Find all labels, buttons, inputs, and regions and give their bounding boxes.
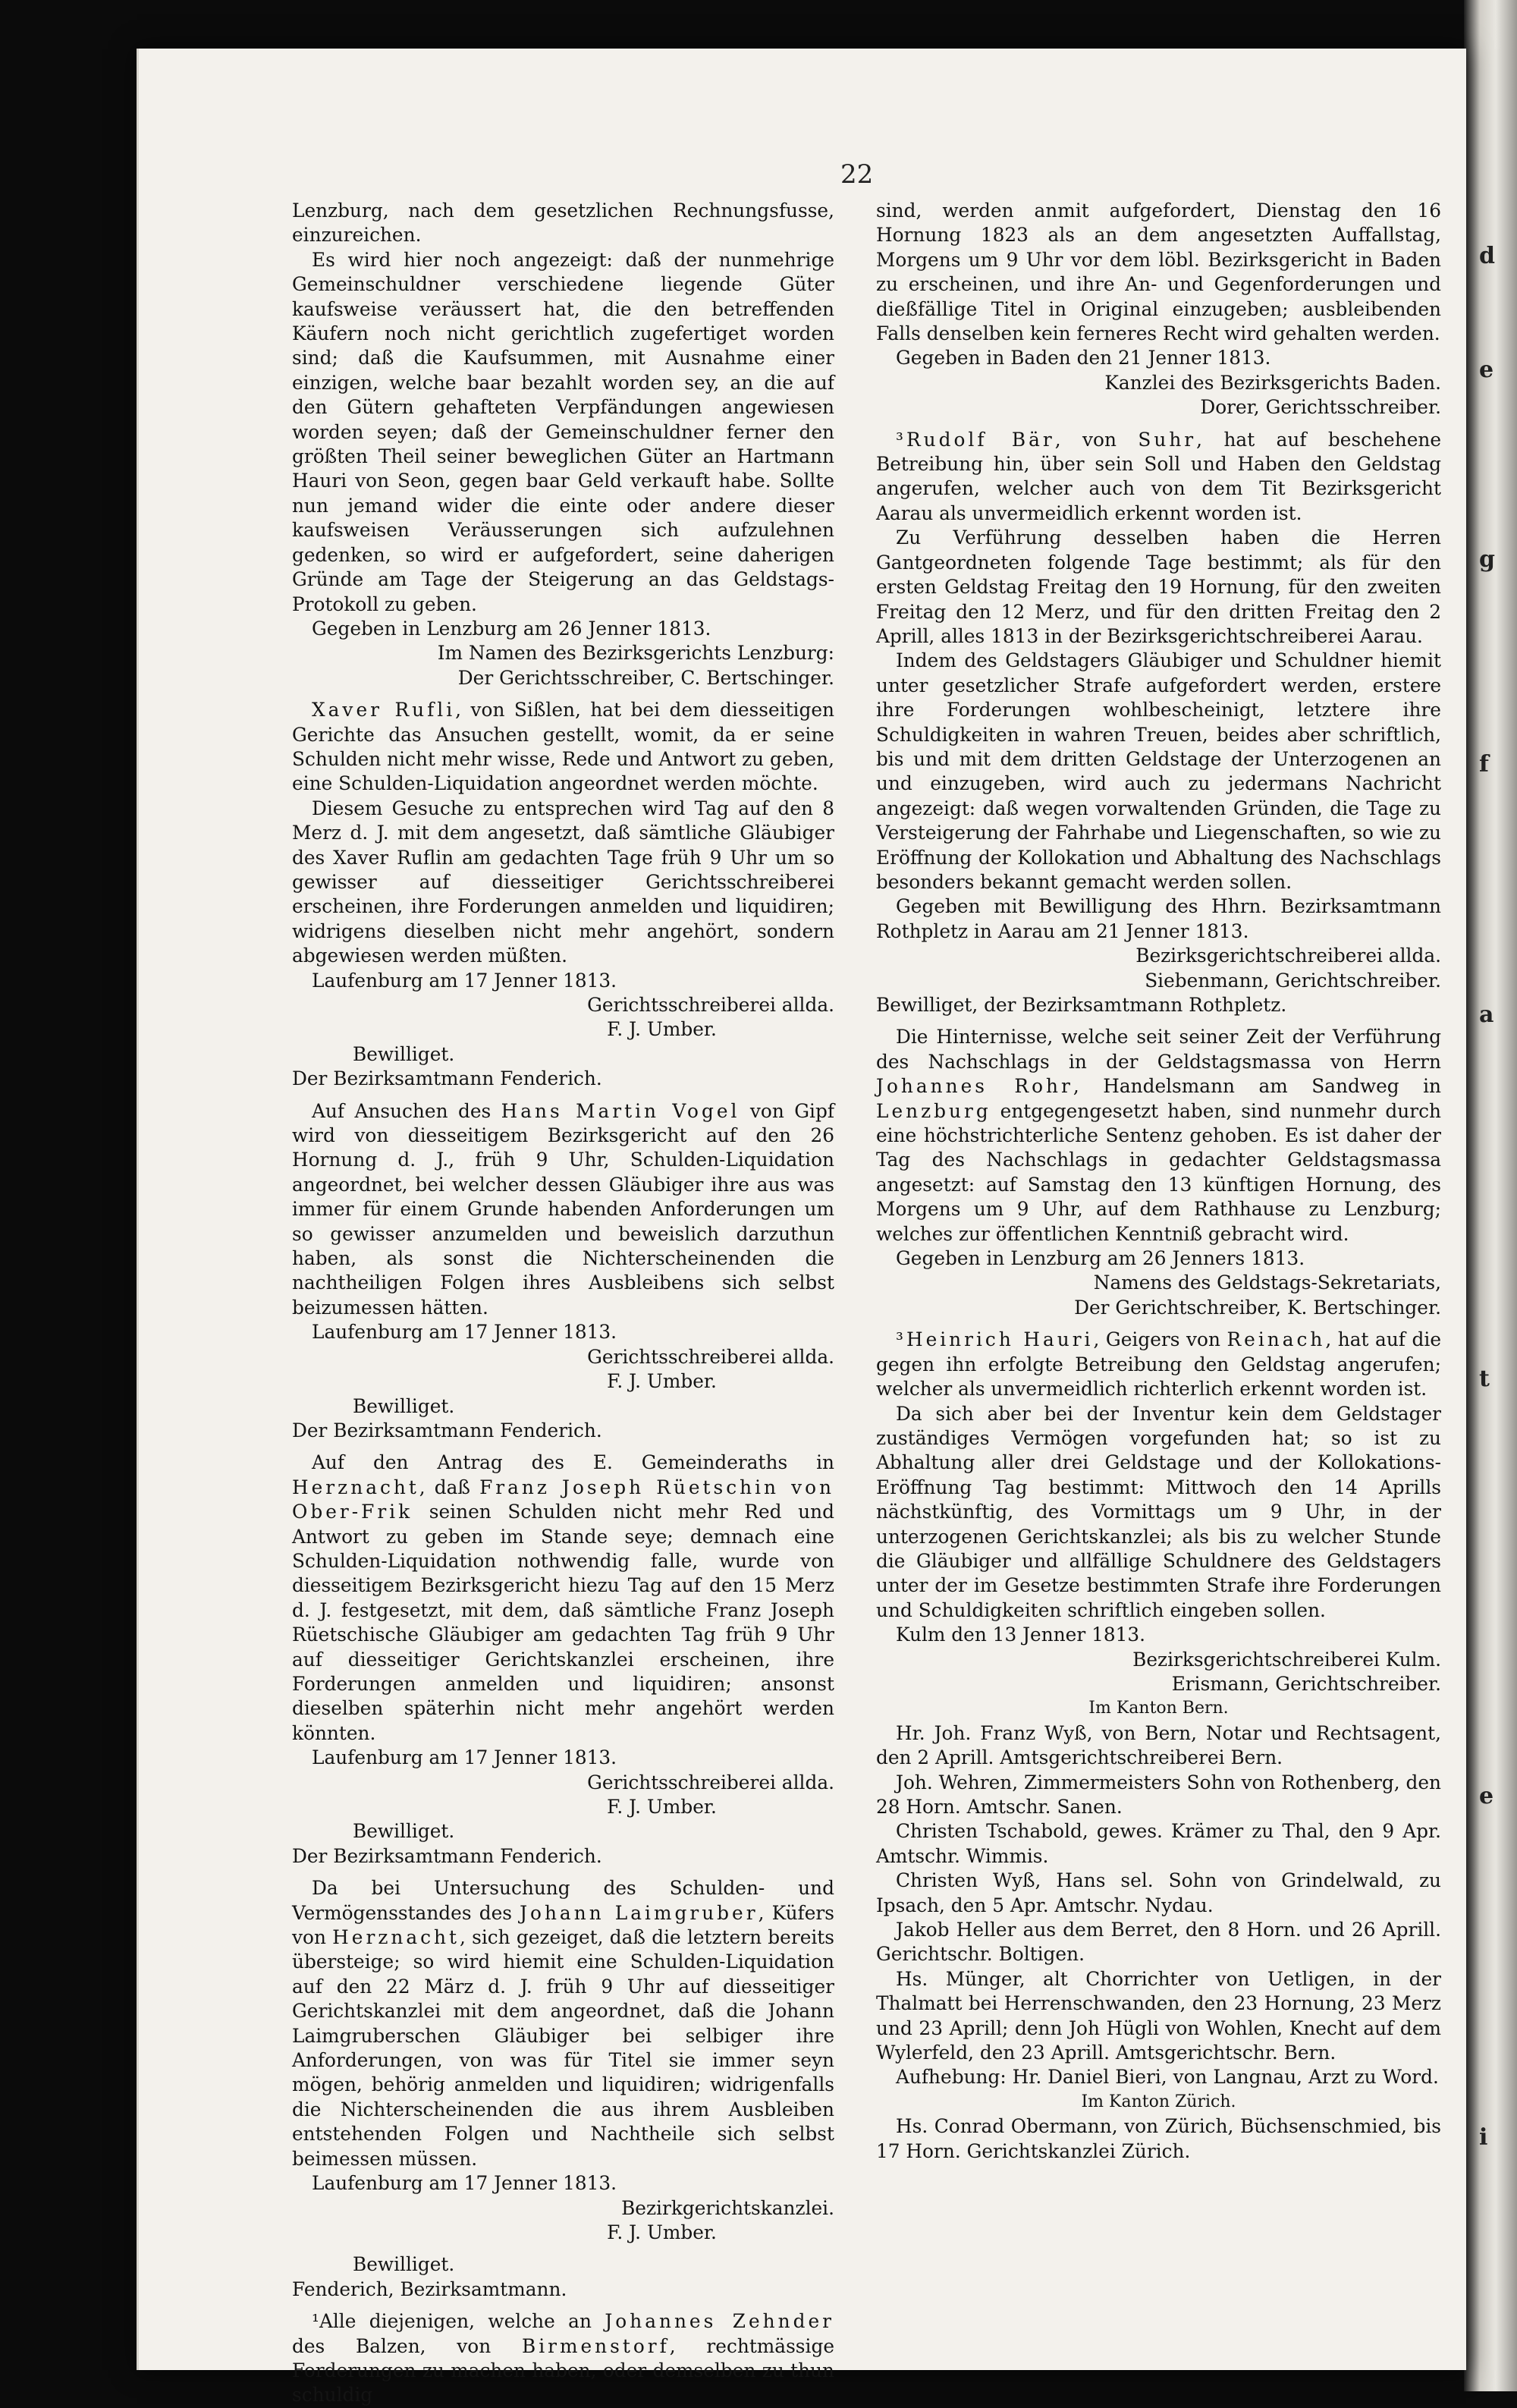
edge-fragment: f bbox=[1479, 751, 1489, 778]
approval-signature: Fenderich, Bezirksamtmann. bbox=[292, 2278, 567, 2300]
notice-signature: Kanzlei des Bezirksgerichts Baden. bbox=[1104, 371, 1441, 394]
notice-text: , hat auf beschehene Betreibung hin, über sein Soll und Haben den Geldstag angerufen, welcher auch von dem Tit Bezirksgericht Aarau als unvermeidlich erkennt worden ist. bbox=[876, 428, 1442, 524]
place-name: Birmenstorf bbox=[521, 2334, 670, 2357]
notice-date: Gegeben in Baden den 21 Jenner 1813. bbox=[896, 347, 1271, 369]
notice-signature: Gerichtsschreiberei allda. bbox=[587, 1345, 834, 1368]
edge-fragment: t bbox=[1479, 1366, 1490, 1392]
notice-date: Laufenburg am 17 Jenner 1813. bbox=[312, 969, 617, 992]
notice-text: entgegengesetzt haben, sind nunmehr durch eine höchstrichterliche Sentenz gehoben. Es ist daher der Tag des Nachschlags in gedachter Geldstagsmassa angesetzt: auf Samstag den 13 künftigen Hornung, des Morgens um 9 Uhr, auf dem Rathhause zu Lenzburg; welches zur öffentlichen Kenntniß gebracht wird. bbox=[876, 1099, 1441, 1245]
notice-date: Laufenburg am 17 Jenner 1813. bbox=[312, 1746, 617, 1769]
notice-signature: Dorer, Gerichtsschreiber. bbox=[1200, 396, 1441, 419]
notice-text: , Küfers von bbox=[292, 1901, 834, 1949]
approval: Bewilliget. bbox=[353, 2253, 455, 2276]
place-name: Suhr bbox=[1138, 428, 1197, 451]
notice-text: Auf den Antrag des E. Gemeinderaths in bbox=[312, 1451, 834, 1474]
notice-signature: Im Namen des Bezirksgerichts Lenzburg: bbox=[437, 642, 834, 665]
notice-text: seinen Schulden nicht mehr Red und Antwort zu geben im Stande seye; demnach eine Schulden-Liquidation nothwendig falle, wurde von diesseitigem Bezirksgericht hiezu Tag auf den 15 Merz d. J. festgesetzt, mit dem, daß sämtliche Franz Joseph Rüetschische Gläubiger am gedachten Tag früh 9 Uhr auf diesseitiger Gerichtskanzlei erscheinen, ihre Forderungen anmelden und liquidiren; ansonst dieselben späterhin nicht mehr angehört werden könnten. bbox=[292, 1501, 834, 1744]
notice-vogel bbox=[292, 1099, 834, 1321]
left-column bbox=[292, 199, 834, 2408]
notice-signature: Der Gerichtsschreiber, C. Bertschinger. bbox=[457, 666, 834, 689]
notice-text: , von Sißlen, hat bei dem diesseitigen Gerichte das Ansuchen gestellt, womit, da er seine Schulden nicht mehr wisse, Rede und Antwort zu geben, eine Schulden-Liquidation angeordnet werden möchte. bbox=[292, 699, 834, 795]
notice-text: , Handelsmann am Sandweg in bbox=[1073, 1075, 1441, 1098]
place-name: Herznacht bbox=[332, 1926, 460, 1949]
notice-date: Laufenburg am 17 Jenner 1813. bbox=[312, 2172, 617, 2195]
notice-hauri bbox=[876, 1328, 1441, 1401]
notice-text: , daß bbox=[419, 1476, 480, 1498]
person-name: Johannes Zehnder bbox=[605, 2310, 834, 2333]
list-item: Joh. Wehren, Zimmermeisters Sohn von Rothenberg, den 28 Horn. Amtschr. Sanen. bbox=[876, 1771, 1441, 1818]
notice-text: , Geigers von bbox=[1093, 1328, 1227, 1351]
list-item: Christen Wyß, Hans sel. Sohn von Grindelwald, zu Ipsach, den 5 Apr. Amtschr. Nydau. bbox=[876, 1869, 1441, 1916]
person-name: Hans Martin Vogel bbox=[501, 1099, 740, 1122]
notice-lenzburg-tail: Lenzburg, nach dem gesetzlichen Rechnungsfusse, einzureichen. bbox=[292, 200, 834, 247]
notice-signature: Gerichtsschreiberei allda. bbox=[587, 1771, 834, 1793]
list-item: Hs. Conrad Obermann, von Zürich, Büchsenschmied, bis 17 Horn. Gerichtskanzlei Zürich. bbox=[876, 2115, 1441, 2162]
notice-hauri-body: Da sich aber bei der Inventur kein dem Geldstager zuständiges Vermögen vorgefunden hat; so ist zu Abhaltung aller drei Geldstage und der Kollokations-Eröffnung Tag bestimmt: Mittwoch den 14 Aprills nächstkünftig, des Vormittags um 9 Uhr, in der unterzogenen Gerichtskanzlei; als bis zu welcher Stunde die Gläubiger und allfällige Schuldnere des Geldstagers unter der im Gesetze bestimmten Strafe ihre Forderungen und Schuldigkeiten schriftlich eingeben sollen. bbox=[876, 1402, 1441, 1621]
edge-fragment: a bbox=[1479, 1001, 1494, 1028]
person-name: Johann Laimgruber bbox=[520, 1901, 758, 1924]
approval: Bewilliget. bbox=[353, 1394, 455, 1417]
person-name: ³Heinrich Hauri bbox=[896, 1328, 1094, 1351]
edge-fragment: e bbox=[1479, 357, 1494, 383]
notice-signature: Erismann, Gerichtschreiber. bbox=[1171, 1672, 1441, 1695]
edge-fragment: g bbox=[1479, 546, 1495, 573]
notice-signature: Bezirksgerichtschreiberei allda. bbox=[1135, 945, 1441, 967]
notice-date: Laufenburg am 17 Jenner 1813. bbox=[312, 1321, 617, 1344]
notice-text: , hat auf die gegen ihn erfolgte Betreibung den Geldstag angerufen; welcher als unvermeidlich richterlich erkennt worden ist. bbox=[876, 1328, 1441, 1400]
list-item: Hs. Münger, alt Chorrichter von Uetligen, in der Thalmatt bei Herrenschwanden, den 23 Hornung, 23 Merz und 23 Aprill; denn Joh Hügli von Wohlen, Knecht auf dem Wylerfeld, den 23 Aprill. Amtsgerichtschr. Bern. bbox=[876, 1967, 1441, 2064]
notice-signature: Gerichtsschreiberei allda. bbox=[587, 994, 834, 1016]
list-item: Christen Tschabold, gewes. Krämer zu Thal, den 9 Apr. Amtschr. Wimmis. bbox=[876, 1820, 1441, 1867]
notice-signature: Bezirkgerichtskanzlei. bbox=[621, 2196, 834, 2219]
person-name: Xaver Rufli bbox=[312, 699, 456, 721]
list-item: Aufhebung: Hr. Daniel Bieri, von Langnau, Arzt zu Word. bbox=[896, 2066, 1439, 2089]
approval: Bewilliget. bbox=[353, 1820, 455, 1843]
notice-rufli-body: Diesem Gesuche zu entsprechen wird Tag auf den 8 Merz d. J. mit dem angesetzt, daß sämtliche Gläubiger des Xaver Ruflin am gedachten Tage früh 9 Uhr um so gewisser auf diesseitiger Gerichtsschreiberei erscheinen, ihre Forderungen anmelden und liquidiren; widrigens dieselben nicht mehr angehört, sondern abgewiesen werden müßten. bbox=[292, 797, 834, 967]
notice-lenzburg-body: Es wird hier noch angezeigt: daß der nunmehrige Gemeinschuldner verschiedene liegende Güter kaufsweise veräussert hat, die den betreffenden Käufern noch nicht gerichtlich zugefertiget worden sind; daß die Kaufsummen, mit Ausnahme einer einzigen, welche baar bezahlt worden sey, an die auf den Gütern gehafteten Verpfändungen angewiesen worden seyen; daß der Gemeinschuldner ferner den größten Theil seiner beweglichen Güter an Hartmann Hauri von Seon, gegen baar Geld verkauft habe. Sollte nun jemand wider die einte oder andere dieser kaufsweisen Veräusserungen sich aufzulehnen gedenken, so wird er aufgefordert, seine daherigen Gründe am Tage der Steigerung an das Geldstags-Protokoll zu geben. bbox=[292, 248, 834, 615]
notice-signature: Der Gerichtschreiber, K. Bertschinger. bbox=[1074, 1296, 1441, 1319]
person-name: Johannes Rohr bbox=[876, 1075, 1073, 1098]
notice-text: , sich gezeiget, daß die letztern bereits übersteige; so wird hiemit eine Schulden-Liquidation auf den 22 März d. J. früh 9 Uhr auf diesseitiger Gerichtskanzlei mit dem angeordnet, daß die Johann Laimgruberschen Gläubiger bei selbiger ihre Anforderungen, von was für Titel sie immer seyn mögen, behörig anmelden und liquidiren; widrigenfalls die Nichterscheinenden die aus ihrem Ausbleiben entstehenden Folgen und Nachtheile sich selbst beimessen müssen. bbox=[292, 1926, 835, 2170]
person-name: Franz Joseph Rüetschin von Ober-Frik bbox=[292, 1476, 834, 1523]
notice-baer-body: Zu Verführung desselben haben die Herren Gantgeordneten folgende Tage bestimmt; als für den ersten Geldstag Freitag den 19 Hornung, für den zweiten Freitag den 12 Merz, und für den dritten Freitag den 2 Aprill, alles 1813 in der Bezirksgerichtschreiberei Aarau. bbox=[876, 527, 1441, 647]
notice-date: Gegeben mit Bewilligung des Hhrn. Bezirksamtmann Rothpletz in Aarau am 21 Jenner 1813. bbox=[876, 895, 1441, 942]
notice-baer-body: Indem des Geldstagers Gläubiger und Schuldner hiemit unter gesetzlicher Strafe aufgefordert werden, erstere ihre Forderungen wohlbescheinigt, letztere ihre Schuldigkeiten in wahren Treuen, beides aber schriftlich, bis und mit dem dritten Geldstage der Unterzogenen an und einzugeben, wird auch zu jedermans Nachricht angezeigt: daß wegen vorwaltenden Gründen, die Tage zu Versteigerung der Fahrhabe und Liegenschaften, so wie zu Eröffnung der Kollokation und Abhaltung des Nachschlags besonders bekannt gemacht werden sollen. bbox=[876, 649, 1441, 893]
notice-baden-tail: sind, werden anmit aufgefordert, Dienstag den 16 Hornung 1823 als an dem angesetzten Auffallstag, Morgens um 9 Uhr vor dem löbl. Bezirksgericht in Baden zu erscheinen, und ihre An- und Gegenforderungen und dießfällige Titel in Original einzugeben; ausbleibenden Falls denselben kein ferneres Recht wird gehalten werden. bbox=[876, 200, 1441, 345]
notice-text: Auf Ansuchen des bbox=[312, 1099, 501, 1122]
list-item: Jakob Heller aus dem Berret, den 8 Horn. und 26 Aprill. Gerichtschr. Boltigen. bbox=[876, 1919, 1441, 1966]
notice-date: Gegeben in Lenzburg am 26 Jenner 1813. bbox=[312, 617, 711, 640]
section-header-bern: Im Kanton Bern. bbox=[1088, 1699, 1229, 1718]
notice-rueetschin bbox=[292, 1451, 834, 1746]
notice-laimgruber bbox=[292, 1876, 834, 2171]
notice-text: von Gipf wird von diesseitigem Bezirksgericht auf den 26 Hornung d. J., früh 9 Uhr, Schulden-Liquidation angeordnet, bei welcher dessen Gläubiger ihre aus was immer für einem Grunde habenden Anforderungen um so gewisser anzumelden und beweislich darzuthun haben, als sonst die Nichterscheinenden die nachtheiligen Folgen ihres Ausbleibens sich selbst beizumessen hätten. bbox=[292, 1099, 834, 1319]
approval: Bewilliget. bbox=[353, 1042, 455, 1065]
notice-signature: F. J. Umber. bbox=[607, 1370, 717, 1393]
notice-zehnder bbox=[292, 2309, 834, 2408]
place-name: Lenzburg bbox=[876, 1099, 991, 1122]
place-name: Reinach bbox=[1226, 1328, 1326, 1351]
list-item: Hr. Joh. Franz Wyß, von Bern, Notar und Rechtsagent, den 2 Aprill. Amtsgerichtschreiberei Bern. bbox=[876, 1721, 1441, 1769]
edge-fragment: i bbox=[1479, 2124, 1488, 2151]
notice-baer bbox=[876, 428, 1441, 527]
right-column bbox=[876, 199, 1441, 2164]
notice-signature: Namens des Geldstags-Sekretariats, bbox=[1093, 1272, 1441, 1294]
approval-signature: Der Bezirksamtmann Fenderich. bbox=[292, 1067, 602, 1090]
edge-fragment: e bbox=[1479, 1783, 1494, 1809]
approval-signature: Der Bezirksamtmann Fenderich. bbox=[292, 1844, 602, 1867]
notice-signature: Bezirksgerichtschreiberei Kulm. bbox=[1132, 1648, 1441, 1671]
notice-signature: F. J. Umber. bbox=[607, 2221, 717, 2243]
notice-date: Kulm den 13 Jenner 1813. bbox=[896, 1624, 1146, 1646]
notice-text: , rechtmässige Forderungen zu machen haben, oder demselben zu thun schuldig bbox=[292, 2334, 835, 2406]
place-name: Herznacht bbox=[292, 1476, 419, 1498]
notice-text: des Balzen, von bbox=[292, 2334, 522, 2357]
approval-signature: Der Bezirksamtmann Fenderich. bbox=[292, 1419, 602, 1441]
notice-rohr bbox=[876, 1025, 1441, 1246]
notice-text: ¹Alle diejenigen, welche an bbox=[312, 2310, 605, 2333]
notice-rufli bbox=[292, 698, 834, 797]
page-number: 22 bbox=[840, 159, 874, 190]
notice-signature: F. J. Umber. bbox=[607, 1796, 717, 1818]
person-name: ³Rudolf Bär bbox=[896, 428, 1055, 451]
notice-text: Die Hinternisse, welche seit seiner Zeit der Verführung des Nachschlags in der Geldstagsmassa von Herrn bbox=[876, 1026, 1441, 1073]
adjacent-page-edge bbox=[1464, 0, 1517, 2391]
edge-fragment: d bbox=[1479, 243, 1495, 269]
notice-signature: Siebenmann, Gerichtschreiber. bbox=[1145, 969, 1441, 992]
notice-text: Da bei Untersuchung des Schulden- und Vermögensstandes des bbox=[292, 1877, 834, 1924]
notice-date: Gegeben in Lenzburg am 26 Jenners 1813. bbox=[896, 1247, 1305, 1270]
notice-text: , von bbox=[1054, 428, 1139, 451]
notice-signature: F. J. Umber. bbox=[607, 1018, 717, 1041]
section-header-zuerich: Im Kanton Zürich. bbox=[1081, 2092, 1236, 2111]
approval: Bewilliget, der Bezirksamtmann Rothpletz. bbox=[876, 994, 1287, 1016]
